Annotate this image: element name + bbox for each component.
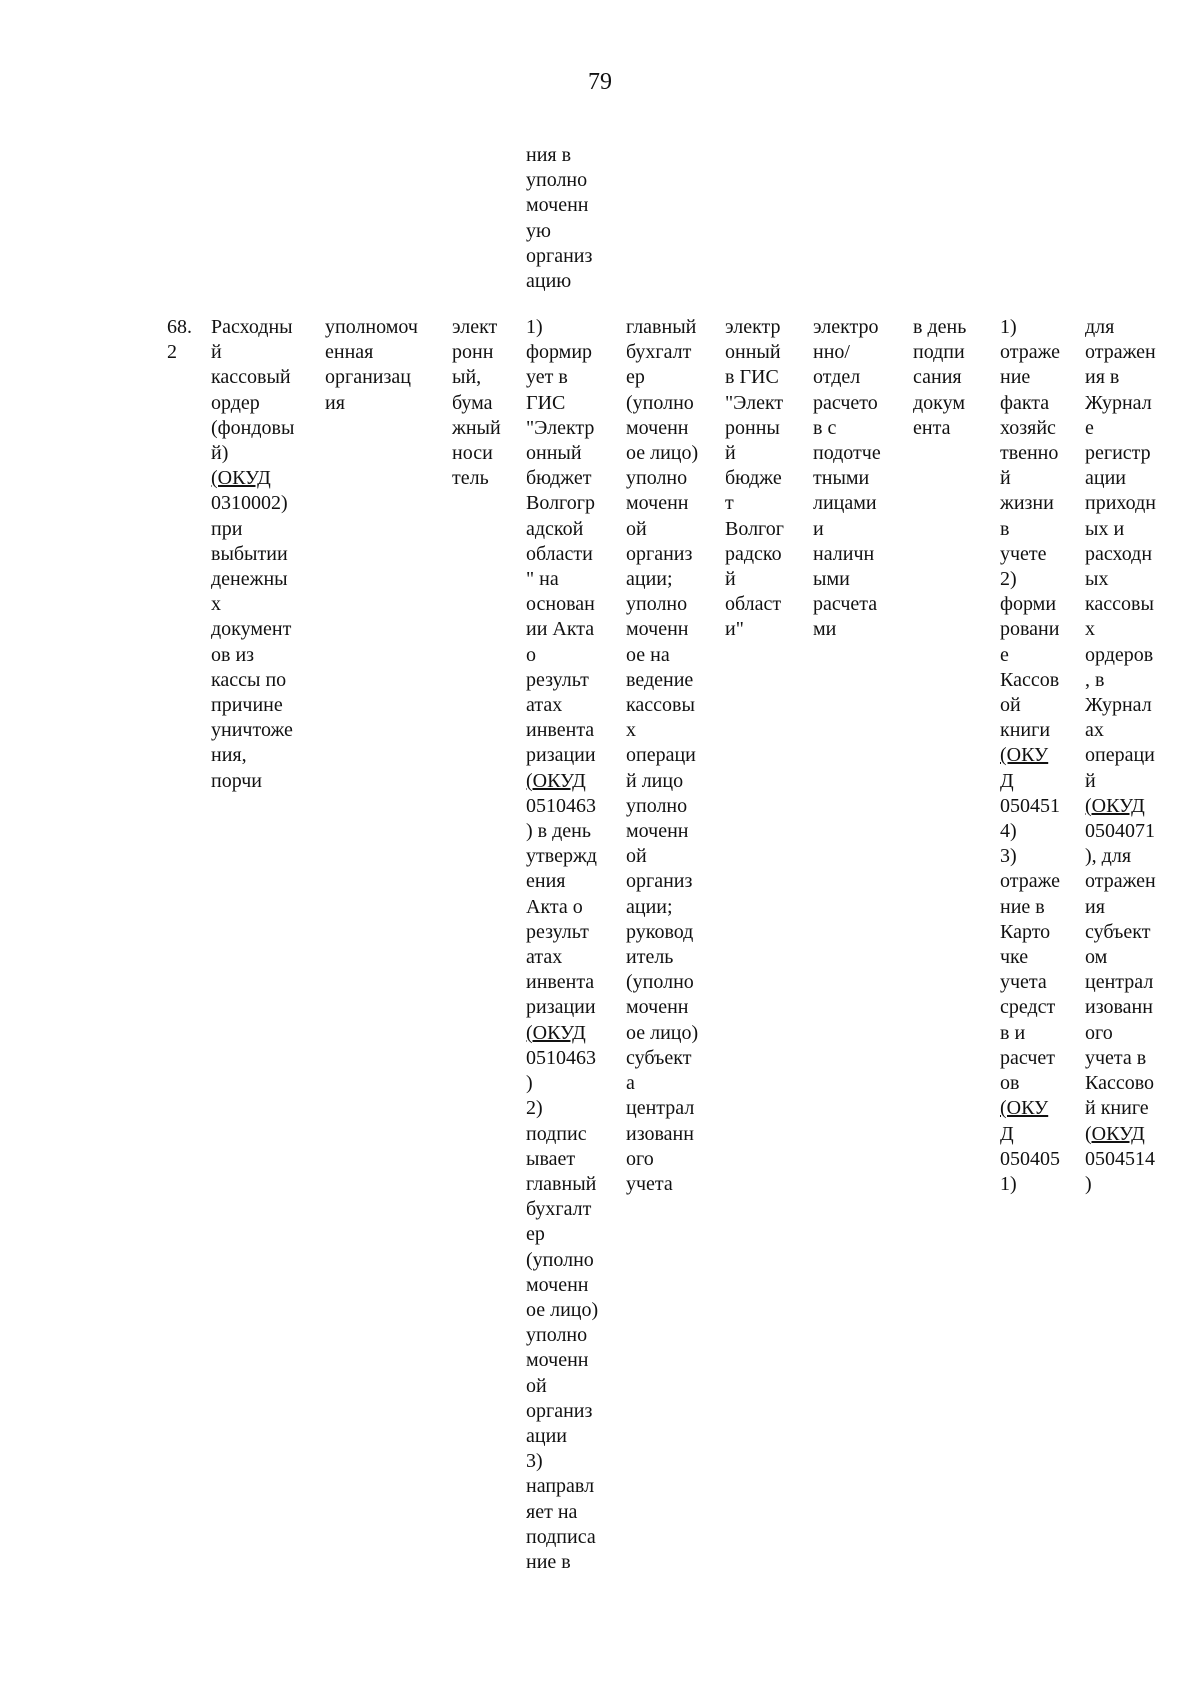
procedure-text-cont: 0510463 ) в день утвержд ения Акта о результ атах инвента ризации <box>526 794 597 1019</box>
cell-procedure <box>526 315 598 1575</box>
okud-label: (ОКУД <box>526 1021 586 1044</box>
cell-purpose <box>1000 315 1060 1197</box>
procedure-text-end: 0510463 ) 2) подпис ывает главный бухгалт ер (уполно моченн ое лицо) уполно моченн ой организ ации 3) направл яет на подписа ние в <box>526 1046 599 1573</box>
purpose-text-end: 050405 1) <box>1000 1147 1060 1195</box>
document-name-text-cont: 0310002) при выбытии денежны х документ ов из кассы по причине уничтоже ния, порчи <box>211 492 293 792</box>
okud-label: (ОКУ Д <box>1000 744 1049 792</box>
purpose-text: 1) отраже ние факта хозяйс твенно й жизни в учете 2) форми ровани е Кассов ой книги <box>1000 316 1061 742</box>
procedure-text: 1) формир ует в ГИС "Электр онный бюджет Волгогр адской области " на основан ии Акта о результ атах инвента ризации <box>526 316 596 767</box>
cell-format: электр онный в ГИС "Элект ронны й бюдже т Волгог радско й област и" <box>725 316 784 641</box>
registers-text: для отражен ия в Журнал е регистр ации приходн ых и расходн ых кассовы х ордеров , в Журнал ах операци й <box>1085 316 1156 792</box>
okud-label: (ОКУД <box>526 769 586 792</box>
cell-registers <box>1085 315 1156 1197</box>
okud-label: (ОКУД <box>1085 1122 1145 1145</box>
okud-label: (ОКУД <box>211 467 271 490</box>
document-name-text: Расходны й кассовый ордер (фондовы й) <box>211 316 295 465</box>
registers-text-end: 0504514 ) <box>1085 1147 1155 1195</box>
continued-cell-col5: ния в уполно моченн ую организ ацию <box>526 144 593 293</box>
registers-text-cont: 0504071 ), для отражен ия субъект ом централ изованн ого учета в Кассово й книге <box>1085 820 1156 1120</box>
cell-medium: элект ронн ый, бума жный носи тель <box>452 316 501 490</box>
cell-signatories: главный бухгалт ер (уполно моченн ое лицо) уполно моченн ой организ ации; уполно моченн ое на ведение кассовы х оперaци й лицо уполно моченн ой организ ации; руковод итель (уполно моченн ое лицо) субъект а централ изованн ого учета <box>626 316 699 1195</box>
okud-label: (ОКУД <box>1085 794 1145 817</box>
cell-responsible: уполномоч енная организац ия <box>325 316 418 414</box>
okud-label: (ОКУ Д <box>1000 1097 1049 1145</box>
purpose-text-cont: 050451 4) 3) отраже ние в Карто чке учета средст в и расчет ов <box>1000 794 1061 1095</box>
cell-deadline: в день подпи сания докум ента <box>913 316 967 439</box>
cell-recipient: электро нно/ отдел расчето в с подотче тными лицами и наличн ыми расчета ми <box>813 316 881 641</box>
page-number: 79 <box>588 69 612 95</box>
cell-document-name <box>211 315 294 794</box>
row-number: 68. 2 <box>167 316 192 364</box>
